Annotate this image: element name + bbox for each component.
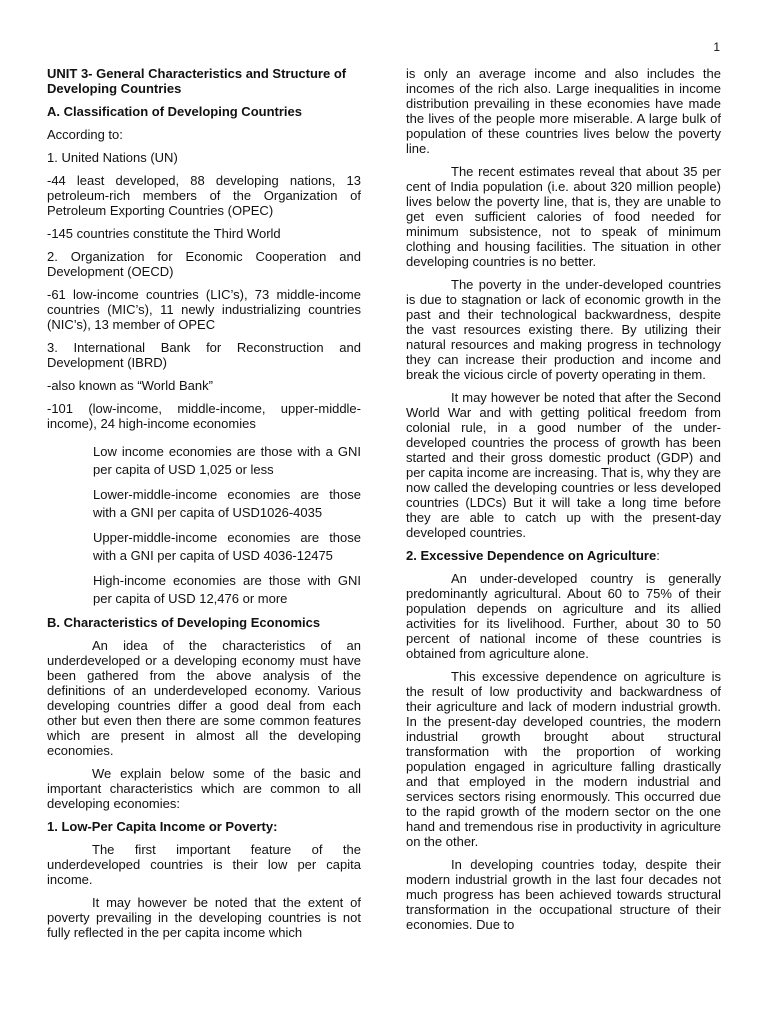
paragraph: The recent estimates reveal that about 35 per cent of India population (i.e. about 320 million people) lives below the poverty line, that is, they are unable to get even sufficient calories of food needed for minimum subsistence, not to speak of minimum clothing and housing facilities. The situation in other developing countries is no better.: [406, 164, 721, 269]
unit-title: UNIT 3- General Characteristics and Structure of Developing Countries: [47, 66, 347, 96]
list-item-text: Upper-middle-income economies are those with a GNI per capita of USD 4036-12475: [93, 530, 361, 563]
oecd-classification-text: -61 low-income countries (LIC’s), 73 middle-income countries (MIC’s), 11 newly industrializing countries (NIC’s), 13 member of OPEC: [47, 287, 361, 332]
paragraph: The poverty in the under-developed countries is due to stagnation or lack of economic growth in the past and their technological backwardness, despite the vast resources existing there. By utilizing their natural resources and making progress in technology they can increase their production and income and break the vicious circle of poverty operating in them.: [406, 277, 721, 382]
ibrd-classification-text: -101 (low-income, middle-income, upper-middle-income), 24 high-income economies: [47, 401, 361, 431]
paragraph: An under-developed country is generally predominantly agricultural. About 60 to 75% of their population depends on agriculture and its allied activities for its livelihood. Further, about 30 to 50 percent of national income of these countries is obtained from agriculture alone.: [406, 571, 721, 661]
page-number: 1: [713, 40, 720, 54]
list-item-text: Lower-middle-income economies are those with a GNI per capita of USD1026-4035: [93, 487, 361, 520]
paragraph: It may however be noted that after the Second World War and with getting political freedom from colonial rule, in a good number of the under-developed countries the process of growth has been started and their gross domestic product (GDP) and per capita income are increasing. That is, why they are now called the developing countries or less developed countries (LDCs) But it will take a long time before they are able to catch up with the present-day developed countries.: [406, 390, 721, 540]
ibrd-heading: 3. International Bank for Reconstruction and Development (IBRD): [47, 340, 361, 370]
heading-low-per-capita: 1. Low-Per Capita Income or Poverty:: [47, 819, 278, 834]
list-item: [47, 443, 361, 479]
world-bank-alias: -also known as “World Bank”: [47, 378, 213, 393]
paragraph: The first important feature of the underdeveloped countries is their low per capita income.: [47, 842, 361, 887]
heading-agriculture-dependence: [406, 548, 721, 563]
right-column: [406, 66, 721, 940]
un-classification-text: -44 least developed, 88 developing nations, 13 petroleum-rich members of the Organization of Petroleum Exporting Countries (OPEC): [47, 173, 361, 218]
section-b-heading: B. Characteristics of Developing Economics: [47, 615, 321, 630]
heading-agriculture-text: 2. Excessive Dependence on Agriculture: [406, 548, 657, 563]
left-column: [47, 66, 361, 948]
section-a-heading: A. Classification of Developing Countries: [47, 104, 302, 119]
list-item-text: High-income economies are those with GNI per capita of USD 12,476 or more: [93, 573, 361, 606]
list-item: [47, 572, 361, 608]
heading-colon: :: [656, 548, 660, 563]
list-item: [47, 529, 361, 565]
paragraph: An idea of the characteristics of an underdeveloped or a developing economy must have been gathered from the above analysis of the definitions of an underdeveloped economy. Various developing countries differ a good deal from each other but even then there are some common features which are present in almost all the developing economies.: [47, 638, 361, 758]
according-to-label: According to:: [47, 127, 123, 142]
oecd-heading: 2. Organization for Economic Cooperation and Development (OECD): [47, 249, 361, 279]
third-world-text: -145 countries constitute the Third World: [47, 226, 281, 241]
list-item: [47, 486, 361, 522]
un-heading: 1. United Nations (UN): [47, 150, 178, 165]
income-economies-list: [47, 443, 361, 608]
paragraph: We explain below some of the basic and important characteristics which are common to all developing economies:: [47, 766, 361, 811]
paragraph: This excessive dependence on agriculture is the result of low productivity and backwardness of their agriculture and lack of modern industrial growth. In the present-day developed countries, the modern industrial growth brought about structural transformation with the proportion of working population engaged in agriculture falling drastically and that employed in the modern industrial and services sectors rising enormously. This occurred due to the rapid growth of the modern sector on the one hand and tremendous rise in productivity in agriculture on the other.: [406, 669, 721, 849]
paragraph: is only an average income and also includes the incomes of the rich also. Large inequalities in income distribution prevailing in these economies have made the lives of the people more miserable. A large bulk of population of these countries lives below the poverty line.: [406, 66, 721, 156]
list-item-text: Low income economies are those with a GNI per capita of USD 1,025 or less: [93, 444, 361, 477]
paragraph: It may however be noted that the extent of poverty prevailing in the developing countries is not fully reflected in the per capita income which: [47, 895, 361, 940]
paragraph: In developing countries today, despite their modern industrial growth in the last four decades not much progress has been achieved towards structural transformation in the occupational structure of their economies. Due to: [406, 857, 721, 932]
